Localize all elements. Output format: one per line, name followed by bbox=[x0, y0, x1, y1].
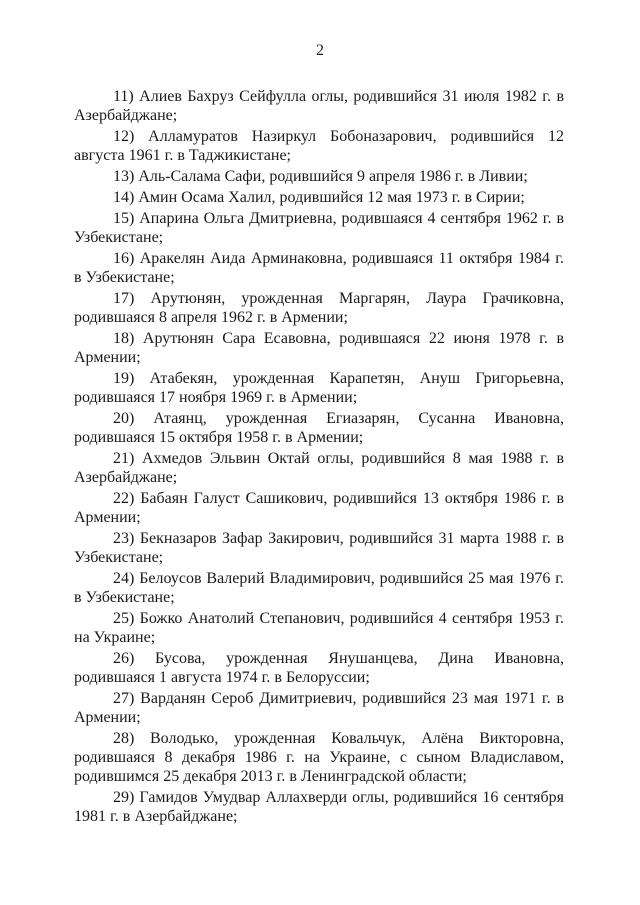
list-item: 11) Алиев Бахруз Сейфулла оглы, родившийся 31 июля 1982 г. в Азербайджане; bbox=[74, 88, 564, 124]
page-number: 2 bbox=[316, 42, 324, 59]
list-item: 29) Гамидов Умудвар Аллахверди оглы, родившийся 16 сентября 1981 г. в Азербайджане; bbox=[74, 789, 564, 825]
list-item: 15) Апарина Ольга Дмитриевна, родившаяся 4 сентября 1962 г. в Узбекистане; bbox=[74, 210, 564, 246]
list-item: 16) Аракелян Аида Арминаковна, родившаяся 11 октября 1984 г. в Узбекистане; bbox=[74, 250, 564, 286]
list-item: 23) Бекназаров Зафар Закирович, родившийся 31 марта 1988 г. в Узбекистане; bbox=[74, 530, 564, 566]
entries-list bbox=[74, 87, 564, 828]
list-item: 26) Бусова, урожденная Янушанцева, Дина Ивановна, родившаяся 1 августа 1974 г. в Белоруссии; bbox=[74, 650, 564, 686]
list-item: 18) Арутюнян Сара Есавовна, родившаяся 22 июня 1978 г. в Армении; bbox=[74, 330, 564, 366]
list-item: 17) Арутюнян, урожденная Маргарян, Лаура Грачиковна, родившаяся 8 апреля 1962 г. в Армении; bbox=[74, 290, 564, 326]
list-item: 12) Алламуратов Назиркул Бобоназарович, родившийся 12 августа 1961 г. в Таджикистане; bbox=[74, 128, 564, 164]
list-item: 22) Бабаян Галуст Сашикович, родившийся 13 октября 1986 г. в Армении; bbox=[74, 490, 564, 526]
list-item: 20) Атаянц, урожденная Егиазарян, Сусанна Ивановна, родившаяся 15 октября 1958 г. в Армении; bbox=[74, 410, 564, 446]
list-item: 19) Атабекян, урожденная Карапетян, Ануш Григорьевна, родившаяся 17 ноября 1969 г. в Армении; bbox=[74, 370, 564, 406]
list-item: 14) Амин Осама Халил, родившийся 12 мая 1973 г. в Сирии; bbox=[113, 189, 525, 206]
list-item: 24) Белоусов Валерий Владимирович, родившийся 25 мая 1976 г. в Узбекистане; bbox=[74, 570, 564, 606]
list-item: 21) Ахмедов Эльвин Октай оглы, родившийся 8 мая 1988 г. в Азербайджане; bbox=[74, 450, 564, 486]
list-item: 27) Варданян Сероб Димитриевич, родившийся 23 мая 1971 г. в Армении; bbox=[74, 690, 564, 726]
list-item: 13) Аль-Салама Сафи, родившийся 9 апреля 1986 г. в Ливии; bbox=[113, 168, 528, 185]
list-item: 25) Божко Анатолий Степанович, родившийся 4 сентября 1953 г. на Украине; bbox=[74, 610, 564, 646]
list-item: 28) Володько, урожденная Ковальчук, Алёна Викторовна, родившаяся 8 декабря 1986 г. на Украине, с сыном Владиславом, родившимся 25 декабря 2013 г. в Ленинградской области; bbox=[74, 730, 564, 785]
